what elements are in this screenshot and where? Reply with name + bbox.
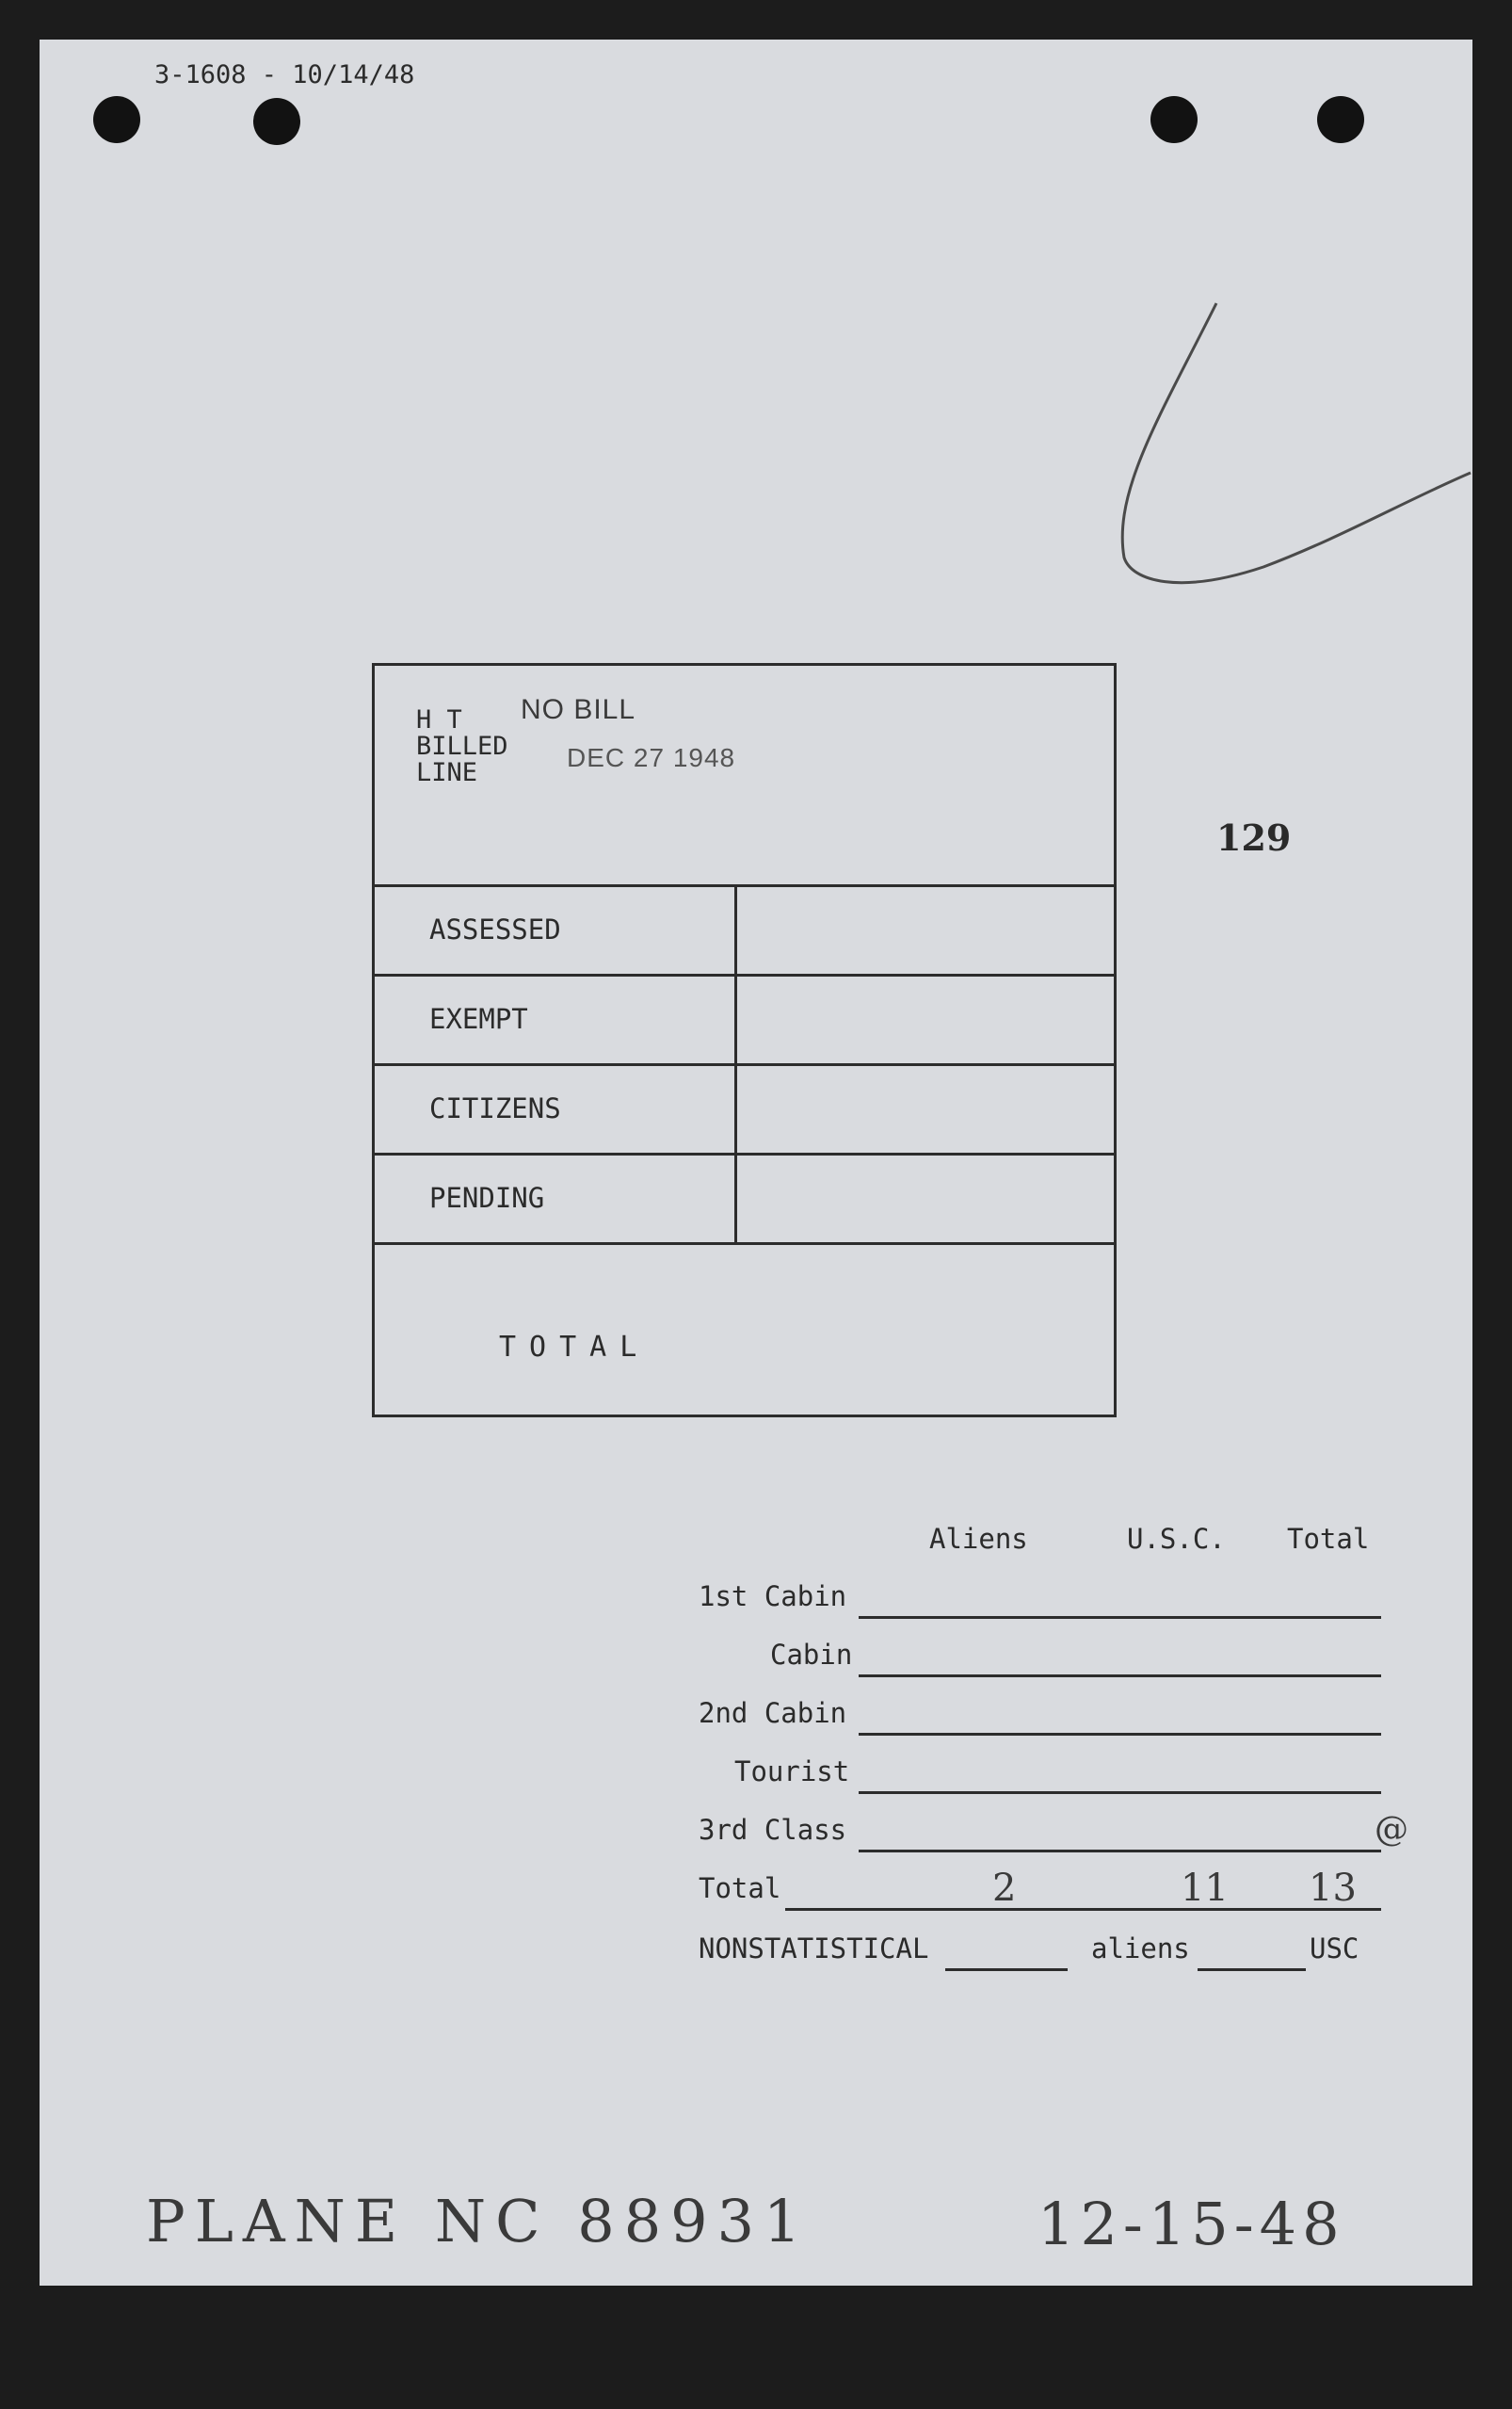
total-usc-value: 11 <box>1181 1867 1229 1910</box>
col-aliens-header: Aliens <box>929 1523 1028 1555</box>
row-2nd-cabin-line <box>859 1733 1381 1736</box>
page-number: 129 <box>1216 816 1292 859</box>
punch-hole-left-2 <box>253 98 300 145</box>
row-tourist-label: Tourist <box>734 1755 850 1787</box>
nonstatistical-label: NONSTATISTICAL <box>699 1932 929 1964</box>
handwritten-date: 12-15-48 <box>1037 2190 1345 2258</box>
citizens-label: CITIZENS <box>429 1092 561 1124</box>
handwritten-plane-number: PLANE NC 88931 <box>146 2187 811 2255</box>
pending-label: PENDING <box>429 1182 545 1214</box>
document-page <box>40 40 1472 2286</box>
row-1st-cabin-line <box>859 1616 1381 1619</box>
citizens-row <box>375 1066 1114 1156</box>
nonstat-usc-line <box>1198 1968 1306 1971</box>
row-cabin-label: Cabin <box>770 1639 853 1671</box>
line-label: LINE <box>416 758 478 787</box>
row-total-label: Total <box>699 1872 781 1904</box>
col-total-header: Total <box>1287 1523 1370 1555</box>
nonstat-usc-label: USC <box>1310 1932 1359 1964</box>
file-number: 3-1608 - 10/14/48 <box>154 60 415 89</box>
no-bill-stamp: NO BILL <box>521 694 636 725</box>
stamp-box <box>372 663 1117 1417</box>
exempt-label: EXEMPT <box>429 1003 528 1035</box>
row-1st-cabin-label: 1st Cabin <box>699 1580 847 1612</box>
row-tourist-line <box>859 1791 1381 1794</box>
row-total-line <box>785 1908 1381 1911</box>
row-cabin-line <box>859 1674 1381 1677</box>
row-3rd-class-label: 3rd Class <box>699 1814 847 1846</box>
stamp-box-header <box>375 666 1114 887</box>
nonstat-aliens-label: aliens <box>1091 1932 1190 1964</box>
assessed-value-cell <box>734 887 737 974</box>
total-total-value: 13 <box>1309 1867 1357 1910</box>
exempt-value-cell <box>734 977 737 1063</box>
pencil-stroke <box>1075 256 1472 633</box>
billed-label: BILLED <box>416 732 508 761</box>
assessed-label: ASSESSED <box>429 913 561 946</box>
citizens-value-cell <box>734 1066 737 1153</box>
punch-hole-left-1 <box>93 96 140 143</box>
circled-mark: @ <box>1375 1810 1408 1849</box>
pending-value-cell <box>734 1156 737 1242</box>
row-3rd-class-line <box>859 1850 1381 1852</box>
row-2nd-cabin-label: 2nd Cabin <box>699 1697 847 1729</box>
col-usc-header: U.S.C. <box>1127 1523 1226 1555</box>
exempt-row <box>375 977 1114 1066</box>
assessed-row <box>375 887 1114 977</box>
punch-hole-right-2 <box>1317 96 1364 143</box>
ht-label: H T <box>416 705 462 735</box>
nonstat-aliens-line <box>945 1968 1068 1971</box>
box-total-label: TOTAL <box>499 1331 651 1364</box>
punch-hole-right-1 <box>1150 96 1198 143</box>
date-stamp: DEC 27 1948 <box>567 743 736 772</box>
pending-row <box>375 1156 1114 1245</box>
total-aliens-value: 2 <box>992 1867 1017 1910</box>
